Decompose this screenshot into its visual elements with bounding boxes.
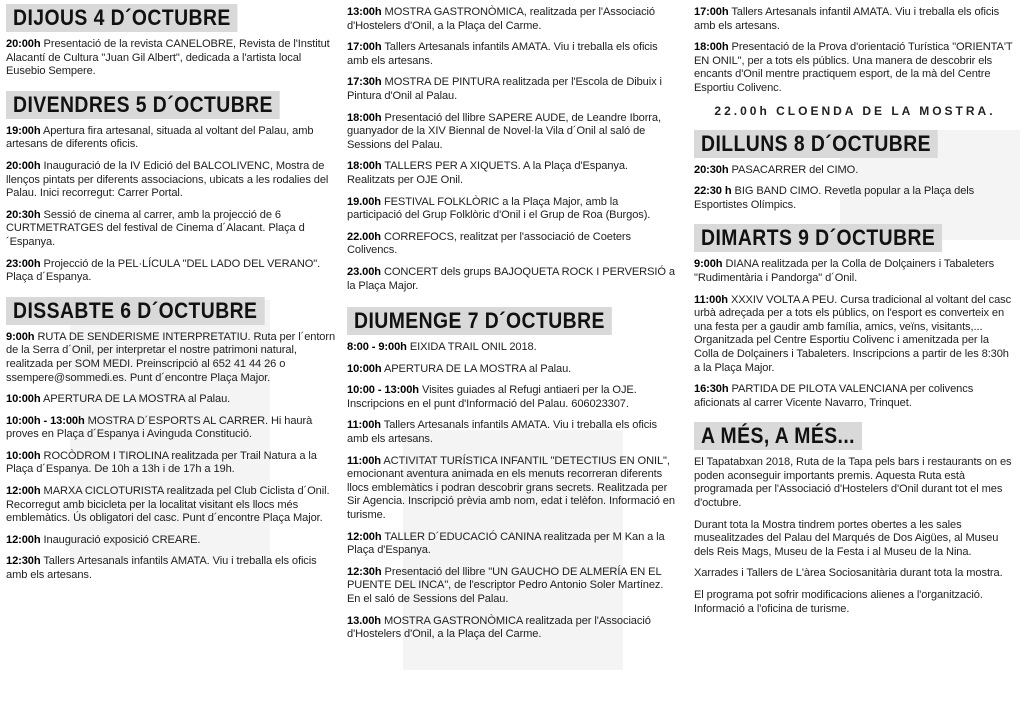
event bbox=[347, 566, 675, 607]
event-text: PASACARRER del CIMO. bbox=[731, 163, 859, 176]
column-right bbox=[690, 0, 1024, 724]
event-text: MOSTRA GASTRONÒMICA, realitzada per l'Associació d'Hostelers d'Onil, a la Plaça del Carme. bbox=[347, 6, 655, 32]
event-time: 8:00 - 9:00h bbox=[347, 341, 407, 354]
event-time: 20:00h bbox=[6, 38, 41, 50]
event-time: 11:00h bbox=[347, 454, 381, 467]
event-time: 10:00h bbox=[347, 362, 382, 375]
event-time: 16:30h bbox=[694, 383, 729, 396]
event-time: 10:00 - 13:00h bbox=[347, 384, 419, 397]
event-text: CONCERT dels grups BAJOQUETA ROCK I PERVERSIÓ a la Plaça Major. bbox=[347, 265, 675, 292]
event-text: Sessió de cinema al carrer, amb la projecció de 6 CURTMETRATGES del festival de Cinema d´Alacant. Plaça d´Espanya. bbox=[6, 208, 305, 248]
event bbox=[347, 615, 675, 642]
event-time: 19:00h bbox=[6, 124, 41, 137]
note: Xarrades i Tallers de L'àrea Sociosanitària durant tota la mostra. bbox=[694, 567, 1003, 580]
event-time: 12:00h bbox=[6, 533, 41, 546]
event bbox=[6, 415, 340, 442]
event bbox=[347, 76, 675, 103]
event bbox=[347, 419, 675, 446]
event-time: 22:30 h bbox=[694, 185, 732, 198]
event-text: RUTA DE SENDERISME INTERPRETATIU. Ruta per l´entorn de la Serra d´Onil, per interpretar el nostre patrimoni natural, realitzada per SOM MEDI. Preinscripció al 652 41 44 26 o ssempere@sommedi.es. Punt d´encontre Plaça Major. bbox=[6, 330, 336, 384]
event-text: Projecció de la PEL·LÍCULA "DEL LADO DEL VERANO". Plaça d´Espanya. bbox=[6, 257, 321, 284]
event bbox=[694, 258, 1016, 285]
day-header: DIMARTS 9 D´OCTUBRE bbox=[694, 224, 942, 252]
event bbox=[694, 41, 1016, 95]
event-time: 20:30h bbox=[694, 163, 729, 176]
event-text: Apertura fira artesanal, situada al voltant del Palau, amb artesans de diferents oficis. bbox=[6, 124, 314, 151]
event-text: FESTIVAL FOLKLÒRIC a la Plaça Major, amb la participació del Grup Folklòric d'Onil i el Grup de Roa (Burgos). bbox=[347, 195, 651, 222]
event-text: XXXIV VOLTA A PEU. Cursa tradicional al voltant del casc urbà adreçada per a tots els públics, on l'esport es converteix en una festa per a gaudir amb família, amics, veïns, visitants,... Organitzada pel Centre Esportiu Colivenc i amenitzada per la Colla de Dolçainers i Tabaleters. Inscripcions a partir de les 8:30h a la Plaça Major. bbox=[694, 293, 1012, 374]
event bbox=[694, 294, 1016, 376]
event-time: 23.00h bbox=[347, 265, 381, 278]
event bbox=[347, 531, 675, 558]
event-text: CORREFOCS, realitzat per l'associació de Coeters Colivencs. bbox=[347, 230, 631, 257]
day-header: DILLUNS 8 D´OCTUBRE bbox=[694, 130, 938, 158]
event bbox=[347, 363, 675, 377]
day-header: DIVENDRES 5 D´OCTUBRE bbox=[6, 91, 280, 119]
event-time: 17:00h bbox=[694, 6, 729, 18]
day-header: DIJOUS 4 D´OCTUBRE bbox=[6, 4, 238, 32]
note: El Tapatabxan 2018, Ruta de la Tapa pels bars i restaurants on es poden aconseguir importants premis. Aquesta Ruta està programada per l'Associació d'Hostelers d'Onil durant tot el mes d'octubre. bbox=[694, 456, 1012, 510]
event-time: 18:00h bbox=[694, 41, 729, 54]
event bbox=[347, 41, 675, 68]
event-text: Inauguració de la IV Edició del BALCOLIVENC, Mostra de llenços pintats per diferents associacions, ubicats a les rodalies del Palau. Inici recorregut: Carrer Portal. bbox=[6, 159, 329, 200]
event-text: Tallers Artesanals infantils AMATA. Viu i treballa els oficis amb els artesans. bbox=[6, 555, 317, 582]
event-text: Tallers Artesanals infantil AMATA. Viu i treballa els oficis amb els artesans. bbox=[694, 6, 1000, 32]
event-time: 18:00h bbox=[347, 160, 382, 173]
event-time: 12:00h bbox=[347, 530, 382, 543]
event bbox=[694, 6, 1016, 33]
event-time: 9:00h bbox=[6, 330, 35, 343]
event bbox=[6, 125, 340, 152]
event bbox=[347, 196, 675, 223]
event bbox=[694, 185, 1016, 212]
event bbox=[6, 450, 340, 477]
event-time: 13.00h bbox=[347, 614, 381, 627]
event-time: 11:00h bbox=[347, 419, 381, 432]
event-time: 10:00h bbox=[6, 449, 41, 462]
event bbox=[6, 331, 340, 385]
event-text: Tallers Artesanals infantils AMATA. Viu i treballa els oficis amb els artesans. bbox=[347, 419, 657, 446]
event-text: APERTURA DE LA MOSTRA al Palau. bbox=[42, 393, 231, 406]
event bbox=[347, 455, 675, 523]
event bbox=[6, 209, 340, 250]
event bbox=[6, 393, 340, 407]
event-text: Presentació del llibre SAPERE AUDE, de Leandre Iborra, guanyador de la XIV Biennal de Novel·la Vila d´Onil al saló de Sessions del Palau. bbox=[347, 111, 661, 151]
event-text: Presentació de la revista CANELOBRE, Revista de l'Institut Alacantí de Cultura "Juan Gil Albert", dedicada a l'artista local Eusebio Sempere. bbox=[6, 38, 330, 78]
event bbox=[347, 112, 675, 153]
event-text: ROCÒDROM I TIROLINA realitzada per Trail Natura a la Plaça d´Espanya. De 10h a 13h i de 17h a 19h. bbox=[6, 449, 317, 476]
day-header: DISSABTE 6 D´OCTUBRE bbox=[6, 297, 264, 325]
event bbox=[6, 258, 340, 285]
day-header: DIUMENGE 7 D´OCTUBRE bbox=[347, 307, 612, 335]
event bbox=[347, 266, 675, 293]
event-time: 13:00h bbox=[347, 6, 382, 18]
event-text: Inauguració exposició CREARE. bbox=[43, 533, 201, 546]
event-text: MOSTRA D´ESPORTS AL CARRER. Hi haurà proves en Plaça d´Espanya i Avinguda Constitució. bbox=[6, 414, 313, 441]
event bbox=[347, 384, 675, 411]
event-time: 22.00h bbox=[347, 230, 381, 243]
event bbox=[694, 383, 1016, 410]
event-text: PARTIDA DE PILOTA VALENCIANA per colivencs aficionats al carrer Vicente Navarro, Trinquet. bbox=[694, 383, 974, 409]
column-left bbox=[0, 0, 340, 724]
event-time: 10:00h bbox=[6, 393, 41, 406]
event-time: 19.00h bbox=[347, 195, 381, 208]
event bbox=[6, 485, 340, 526]
event-time: 17:30h bbox=[347, 76, 382, 89]
column-middle bbox=[343, 0, 681, 724]
event-time: 12:30h bbox=[347, 565, 382, 578]
section-header: A MÉS, A MÉS... bbox=[694, 422, 862, 450]
event bbox=[6, 160, 340, 201]
event-time: 12:00h bbox=[6, 485, 41, 498]
event-text: Visites guiades al Refugi antiaeri per la OJE. Inscripcions en el punt d'Informació del Palau. 606023307. bbox=[347, 384, 637, 410]
event-text: Presentació de la Prova d'orientació Turística "ORIENTA'T EN ONIL", per a tots els públics. Una manera de descobrir els encants d'Onil mentre practiquem esport, de la mà del Centre Esportiu Colivenc. bbox=[694, 41, 1013, 94]
event-time: 20:00h bbox=[6, 159, 41, 172]
event bbox=[6, 555, 340, 582]
event-text: MARXA CICLOTURISTA realitzada pel Club Ciclista d´Onil. Recorregut amb bicicleta per la localitat visitant els llocs més emblemàtics. Ús obligatori del casc. Punt d´encontre Plaça Major. bbox=[6, 485, 330, 525]
event-text: BIG BAND CIMO. Revetla popular a la Plaça dels Esportistes Olímpics. bbox=[694, 185, 975, 211]
event-text: TALLERS PER A XIQUETS. A la Plaça d'Espanya. Realitzats per OJE Onil. bbox=[347, 160, 628, 186]
event-text: DIANA realitzada per la Colla de Dolçainers i Tabaleters "Rudimentària i Pandorga" d´Onil. bbox=[694, 258, 995, 284]
event-time: 17:00h bbox=[347, 41, 382, 54]
event bbox=[694, 164, 1016, 178]
event-time: 20:30h bbox=[6, 208, 41, 221]
event-text: MOSTRA GASTRONÒMICA realitzada per l'Associació d'Hostelers d'Onil, a la Plaça del Carme. bbox=[347, 614, 651, 641]
event-text: Tallers Artesanals infantils AMATA. Viu i treballa els oficis amb els artesans. bbox=[347, 41, 658, 67]
event bbox=[6, 38, 340, 79]
event-text: APERTURA DE LA MOSTRA al Palau. bbox=[383, 362, 572, 375]
note: Durant tota la Mostra tindrem portes obertes a les sales musealitzades del Palau del Marqués de Dos Aigües, al Museu dels Reis Mags, Museu de la Festa i al Museu de la Nina. bbox=[694, 518, 999, 558]
event bbox=[6, 534, 340, 548]
event-text: Presentació del llibre "UN GAUCHO DE ALMERÍA EN EL PUENTE DEL INCA", de l'escriptor Pedro Antonio Soler Martínez. En el saló de Sessions del Palau. bbox=[347, 565, 664, 605]
event bbox=[347, 6, 675, 33]
event bbox=[347, 231, 675, 258]
event bbox=[347, 341, 675, 355]
note: El programa pot sofrir modificacions alienes a l'organització. Informació a l'oficina de turisme. bbox=[694, 589, 983, 615]
event-time: 23:00h bbox=[6, 257, 41, 270]
event-text: MOSTRA DE PINTURA realitzada per l'Escola de Dibuix i Pintura d'Onil al Palau. bbox=[347, 76, 662, 102]
event-time: 12:30h bbox=[6, 555, 41, 568]
event-time: 10:00h - 13:00h bbox=[6, 414, 85, 427]
event-text: ACTIVITAT TURÍSTICA INFANTIL "DETECTIUS EN ONIL", emocionant aventura animada en els menuts recorreran diferents llocs emblemàtics i podran descobrir grans secrets. Realitzada per Sir Agencia. Inscripció prèvia amb nom, edat i telèfon. Informació en turisme. bbox=[347, 454, 675, 522]
event bbox=[347, 160, 675, 187]
event-text: TALLER D´EDUCACIÓ CANINA realitzada per M Kan a la Plaça d'Espanya. bbox=[347, 530, 665, 557]
event-time: 9:00h bbox=[694, 258, 723, 271]
event-time: 11:00h bbox=[694, 293, 728, 306]
event-time: 18:00h bbox=[347, 111, 382, 124]
event-text: EIXIDA TRAIL ONIL 2018. bbox=[409, 341, 537, 354]
closing-line: 22.00h CLOENDA DE LA MOSTRA. bbox=[714, 103, 996, 118]
